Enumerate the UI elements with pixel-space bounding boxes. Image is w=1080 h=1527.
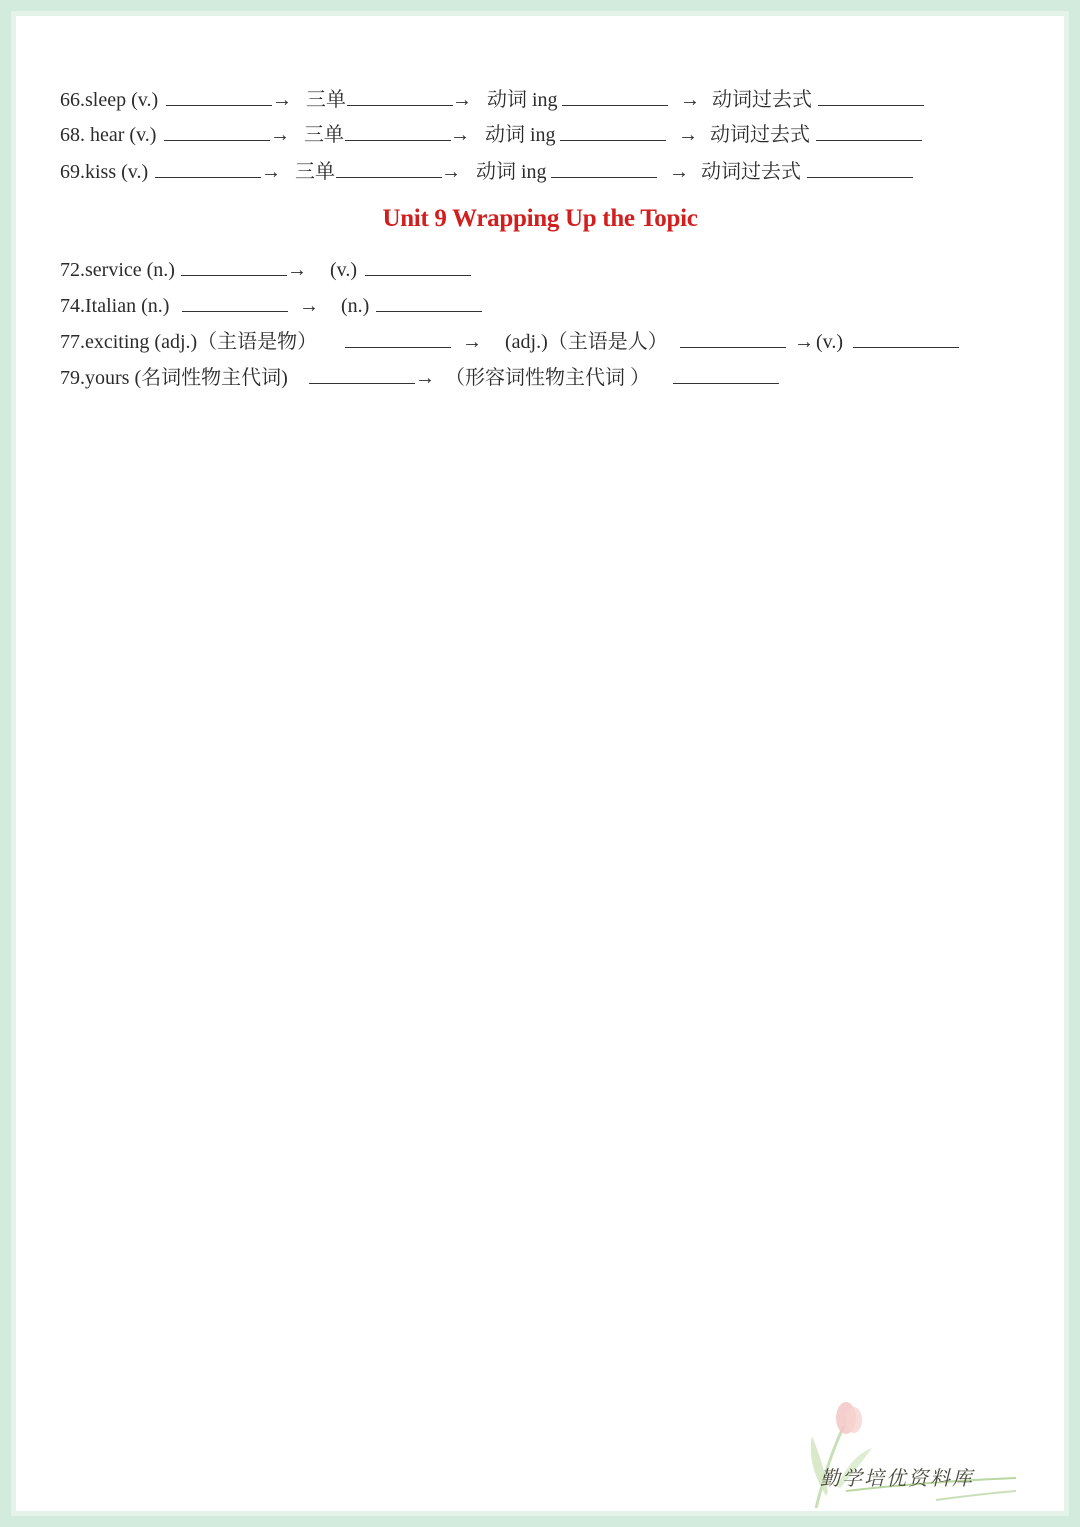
answer-blank[interactable] xyxy=(853,327,959,348)
form-label: (v.) xyxy=(816,331,844,353)
arrow: → xyxy=(287,259,307,281)
form-label: 三单 xyxy=(304,124,344,146)
answer-blank[interactable] xyxy=(376,291,482,312)
exercise-row-77 xyxy=(60,327,1020,357)
arrow: → xyxy=(669,161,689,183)
tulip-decoration-icon xyxy=(786,1396,1026,1511)
answer-blank[interactable] xyxy=(807,157,913,178)
word-prompt: 66.sleep (v.) xyxy=(60,89,159,111)
form-label: 动词 ing xyxy=(487,89,558,111)
answer-blank[interactable] xyxy=(182,291,288,312)
answer-blank[interactable] xyxy=(309,363,415,384)
arrow: → xyxy=(441,161,461,183)
arrow: → xyxy=(680,89,700,111)
brand-watermark: 勤学培优资料库 xyxy=(820,1466,974,1490)
answer-blank[interactable] xyxy=(365,255,471,276)
answer-blank[interactable] xyxy=(164,120,270,141)
form-label: 三单 xyxy=(295,161,335,183)
worksheet-page xyxy=(16,16,1064,1511)
exercise-row-69 xyxy=(60,157,960,187)
word-prompt: 77.exciting (adj.)（主语是物） xyxy=(60,331,318,353)
form-label: 动词过去式 xyxy=(701,161,801,183)
answer-blank[interactable] xyxy=(336,157,442,178)
answer-blank[interactable] xyxy=(818,85,924,106)
answer-blank[interactable] xyxy=(560,120,666,141)
answer-blank[interactable] xyxy=(345,327,451,348)
form-label: （形容词性物主代词 ） xyxy=(445,367,650,389)
form-label: (v.) xyxy=(330,259,358,281)
form-label: (adj.)（主语是人） xyxy=(505,331,668,353)
exercise-row-79 xyxy=(60,363,820,393)
answer-blank[interactable] xyxy=(562,85,668,106)
answer-blank[interactable] xyxy=(680,327,786,348)
answer-blank[interactable] xyxy=(347,85,453,106)
answer-blank[interactable] xyxy=(181,255,287,276)
form-label: 动词 ing xyxy=(476,161,547,183)
exercise-row-72 xyxy=(60,255,560,285)
form-label: 动词过去式 xyxy=(712,89,812,111)
answer-blank[interactable] xyxy=(155,157,261,178)
answer-blank[interactable] xyxy=(816,120,922,141)
form-label: 动词 ing xyxy=(485,124,556,146)
arrow: → xyxy=(794,331,814,353)
exercise-row-74 xyxy=(60,291,560,321)
word-prompt: 72.service (n.) xyxy=(60,259,175,281)
arrow: → xyxy=(299,295,319,317)
answer-blank[interactable] xyxy=(345,120,451,141)
word-prompt: 68. hear (v.) xyxy=(60,124,157,146)
answer-blank[interactable] xyxy=(551,157,657,178)
form-label: 三单 xyxy=(306,89,346,111)
exercise-row-68 xyxy=(60,120,960,150)
word-prompt: 69.kiss (v.) xyxy=(60,161,149,183)
section-heading: Unit 9 Wrapping Up the Topic xyxy=(382,205,698,232)
arrow: → xyxy=(261,161,281,183)
arrow: → xyxy=(415,367,435,389)
answer-blank[interactable] xyxy=(166,85,272,106)
arrow: → xyxy=(270,124,290,146)
answer-blank[interactable] xyxy=(673,363,779,384)
arrow: → xyxy=(678,124,698,146)
word-prompt: 79.yours (名词性物主代词) xyxy=(60,367,288,389)
arrow: → xyxy=(272,89,292,111)
exercise-row-66 xyxy=(60,85,960,115)
arrow: → xyxy=(462,331,482,353)
form-label: 动词过去式 xyxy=(710,124,810,146)
form-label: (n.) xyxy=(341,295,370,317)
word-prompt: 74.Italian (n.) xyxy=(60,295,170,317)
arrow: → xyxy=(452,89,472,111)
arrow: → xyxy=(450,124,470,146)
